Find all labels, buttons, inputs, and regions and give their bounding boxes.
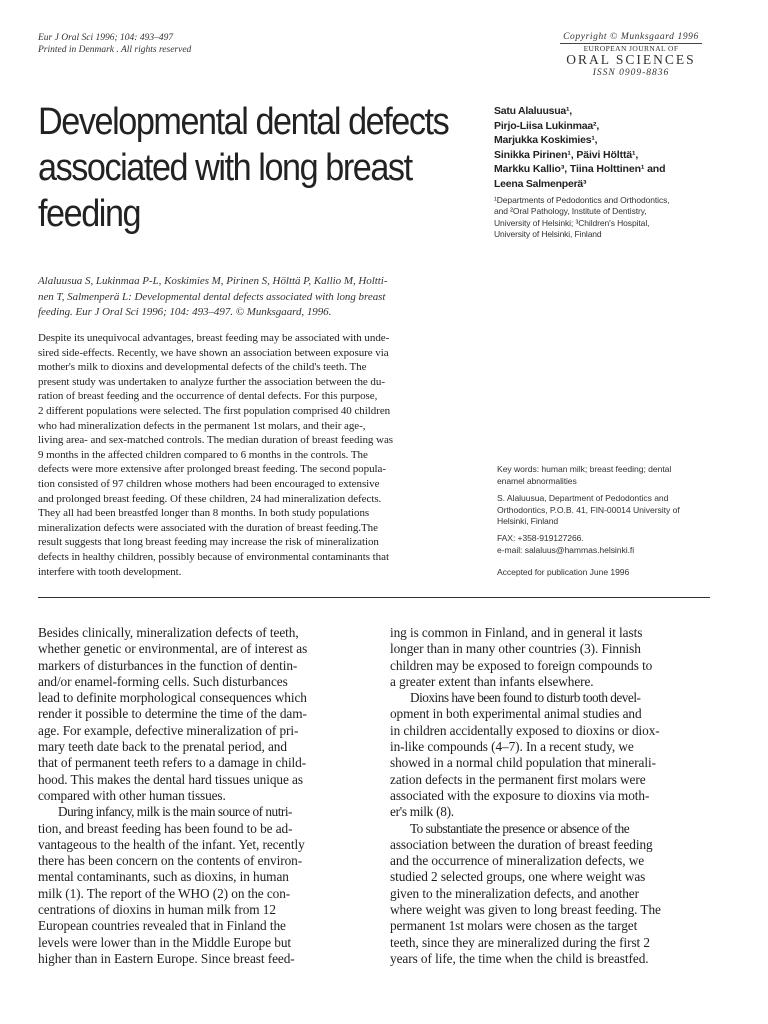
body-text-line: where weight was given to long breast feeding. The [390, 902, 661, 918]
address-line: Helsinki, Finland [497, 516, 559, 526]
copyright-line: Copyright © Munksgaard 1996 [563, 32, 699, 42]
rights-line: Printed in Denmark . All rights reserved [38, 45, 192, 55]
title-line: feeding [38, 193, 141, 235]
journal-citation-line: Eur J Oral Sci 1996; 104: 493–497 [38, 33, 174, 43]
body-text-line: mental contaminants, such as dioxins, in human [38, 869, 289, 885]
abstract-line: defects in healthy children, possibly because of environmental contaminants that [38, 550, 389, 563]
affiliation-line: University of Helsinki, Finland [494, 229, 602, 240]
author-line: Markku Kallio³, Tiina Holttinen¹ and [494, 163, 666, 175]
body-text-line: permanent 1st molars were chosen as the target [390, 918, 638, 934]
body-text-line: render it possible to determine the time of the dam- [38, 706, 307, 722]
affiliation-line: ¹Departments of Pedodontics and Orthodontics, [494, 195, 670, 205]
journal-small-caption: EUROPEAN JOURNAL OF [583, 44, 679, 53]
accepted-line: Accepted for publication June 1996 [497, 567, 630, 577]
body-text-line: European countries revealed that in Finland the [38, 918, 286, 934]
body-text-line: higher than in Eastern Europe. Since breast feed- [38, 950, 295, 966]
body-text-line: lead to definite morphological consequences which [38, 690, 307, 706]
body-text-line: centrations of dioxins in human milk from 12 [38, 902, 276, 918]
body-text-line: in-like compounds (4–7). In a recent study, we [390, 739, 634, 755]
body-text-line: vantageous to the health of the infant. Yet, recently [38, 836, 305, 852]
body-text-line: milk (1). The report of the WHO (2) on the con- [38, 885, 291, 901]
abstract-line: mineralization defects were associated with the duration of breast feeding.The [38, 521, 378, 534]
body-text-line: Besides clinically, mineralization defects of teeth, [38, 625, 299, 640]
address-line: S. Alaluusua, Department of Pedodontics and [497, 493, 669, 503]
body-text-line: hood. This makes the dental hard tissues unique as [38, 771, 303, 787]
abstract-line: present study was undertaken to analyze further the association between the du- [38, 375, 385, 388]
body-text-line: children may be exposed to foreign compounds to [390, 657, 653, 673]
section-divider [38, 597, 710, 598]
body-text-line: During infancy, milk is the main source of nutri- [58, 804, 292, 820]
abstract-line: mother's milk to dioxins and developmental defects of the child's teeth. The [38, 361, 367, 374]
citation-line: nen T, Salmenperä L: Developmental dental defects associated with long breast [38, 290, 386, 303]
abstract-line: Despite its unequivocal advantages, breast feeding may be associated with unde- [38, 332, 390, 344]
body-text-line: whether genetic or environmental, are of interest as [38, 641, 308, 657]
body-text-line: there has been concern on the contents of environ- [38, 853, 303, 869]
address-line: Orthodontics, P.O.B. 41, FIN-00014 University of [497, 504, 680, 515]
body-text-line: markers of disturbances in the function of dentin- [38, 657, 298, 673]
abstract-line: sired side-effects. Recently, we have shown an association between exposure via [38, 346, 389, 359]
body-column-left [38, 625, 368, 967]
body-text-line: ing is common in Finland, and in general it lasts [390, 625, 643, 640]
abstract-line: defects were more extensive after prolonged breast feeding. The second popula- [38, 463, 386, 476]
email-line: e-mail: salaluus@hammas.helsinki.fi [497, 544, 635, 555]
abstract-line: They all had been breastfed longer than 8 months. In both study populations [38, 507, 370, 520]
citation-line: feeding. Eur J Oral Sci 1996; 104: 493–497. © Munksgaard, 1996. [38, 306, 332, 318]
body-text-line: showed in a normal child population that minerali- [390, 755, 656, 771]
body-text-line: Dioxins have been found to disturb tooth devel- [410, 690, 641, 706]
journal-reference [38, 32, 191, 56]
author-line: Pirjo-Liisa Lukinmaa², [494, 119, 600, 132]
title-line: associated with long breast [38, 147, 412, 189]
abstract-line: 2 different populations were selected. The first population comprised 40 children [38, 404, 391, 417]
accepted-note [497, 567, 717, 579]
author-line: Sinikka Pirinen¹, Päivi Hölttä¹, [494, 148, 639, 161]
body-text-line: age. For example, defective mineralization of pri- [38, 722, 299, 738]
body-text-line: compared with other human tissues. [38, 787, 226, 803]
keywords-line: Key words: human milk; breast feeding; dental [497, 464, 672, 474]
citation-line: Alaluusua S, Lukinmaa P-L, Koskimies M, Pirinen S, Hölttä P, Kallio M, Holtti- [38, 275, 388, 287]
body-text-line: studied 2 selected groups, one where weight was [390, 869, 646, 885]
keywords [497, 464, 717, 487]
abstract-line: living area- and sex-matched controls. The median duration of breast feeding was [38, 434, 394, 447]
affiliation-line: University of Helsinki; ³Children's Hospital, [494, 217, 650, 228]
abstract-line: ration of breast feeding and the occurrence of dental defects. For this purpose, [38, 390, 378, 403]
abstract-line: and prolonged breast feeding. Of these children, 24 had mineralization defects. [38, 492, 382, 505]
affiliation-line: and ²Oral Pathology, Institute of Dentistry, [494, 206, 647, 217]
issn-line: ISSN 0909-8836 [592, 68, 670, 78]
abstract-line: tion consisted of 97 children whose mothers had been encouraged to extensive [38, 477, 380, 490]
contact-info [497, 533, 717, 556]
body-text-line: a greater extent than infants elsewhere. [390, 673, 594, 689]
body-text-line: teeth, since they are mineralized during the first 2 [390, 934, 650, 950]
body-text-line: in children accidentally exposed to dioxins or diox- [390, 722, 660, 738]
body-text-line: zation defects in the permanent first molars were [390, 771, 646, 787]
body-text-line: given to the mineralization defects, and another [390, 885, 639, 901]
body-text-line: that of permanent teeth refers to a damage in child- [38, 755, 307, 771]
body-text-line: er's milk (8). [390, 804, 454, 820]
body-text-line: tion, and breast feeding has been found to be ad- [38, 820, 293, 836]
abstract-line: 9 months in the affected children compared to 6 months in the controls. The [38, 448, 368, 461]
body-text-line: and the occurrence of mineralization defects, we [390, 853, 645, 869]
body-text-line: longer than in many other countries (3). Finnish [390, 641, 641, 657]
abstract-line: who had mineralization defects in the permanent 1st molars, and their age-, [38, 419, 366, 432]
author-line: Leena Salmenperä³ [494, 177, 587, 190]
journal-name: ORAL SCIENCES [566, 52, 696, 67]
correspondence-address [497, 493, 717, 528]
keywords-line: enamel abnormalities [497, 475, 577, 486]
author-line: Marjukka Koskimies¹, [494, 134, 598, 146]
body-text-line: opment in both experimental animal studies and [390, 706, 642, 722]
body-column-right [390, 625, 720, 967]
article-title [38, 99, 449, 237]
article-citation [38, 274, 483, 321]
body-text-line: and/or enamel-forming cells. Such disturbances [38, 673, 288, 689]
fax-line: FAX: +358-919127266. [497, 533, 584, 543]
author-line: Satu Alaluusua¹, [494, 105, 572, 117]
body-text-line: associated with the exposure to dioxins via moth- [390, 787, 650, 803]
author-list [494, 104, 734, 191]
body-text-line: years of life, the time when the child is breastfed. [390, 950, 649, 966]
journal-masthead [560, 32, 702, 79]
affiliations [494, 195, 724, 241]
body-text-line: association between the duration of breast feeding [390, 836, 653, 852]
title-line: Developmental dental defects [38, 101, 449, 143]
body-text-line: levels were lower than in the Middle Europe but [38, 934, 292, 950]
abstract-line: result suggests that long breast feeding may increase the risk of mineralization [38, 536, 379, 549]
body-text-line: mary teeth date back to the prenatal period, and [38, 739, 287, 755]
body-text-line: To substantiate the presence or absence of the [410, 820, 630, 836]
abstract-line: interfere with tooth development. [38, 565, 182, 578]
abstract [38, 331, 488, 579]
